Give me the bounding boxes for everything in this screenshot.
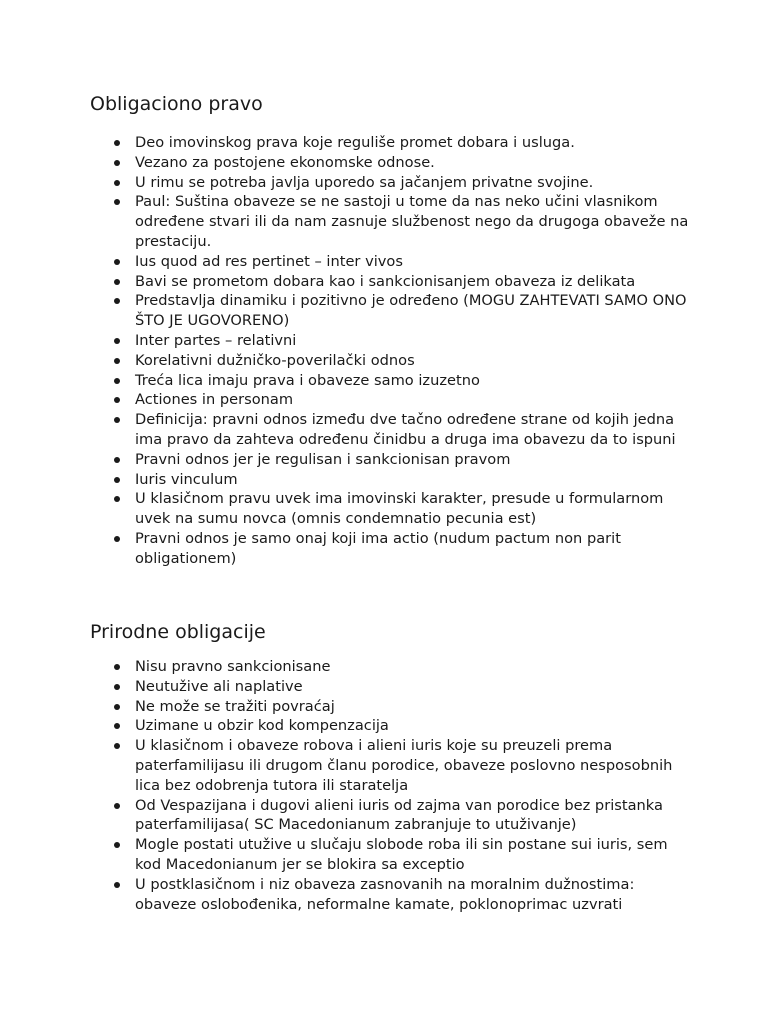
bullet-icon: [114, 743, 120, 749]
list-item: [90, 875, 690, 915]
list-item-text: Korelativni dužničko-poverilački odnos: [135, 351, 415, 369]
list-item: [90, 716, 690, 736]
bullet-icon: [114, 536, 120, 542]
list-item: [90, 450, 690, 470]
list-item: [90, 736, 690, 795]
list-item: [90, 697, 690, 717]
list-item-text: Actiones in personam: [135, 391, 294, 409]
list-item: [90, 153, 690, 173]
list-item: [90, 390, 690, 410]
list-item: [90, 470, 690, 490]
list-item-text: Pravni odnos jer je regulisan i sankcionisan pravom: [135, 450, 511, 468]
list-item-text: U klasičnom pravu uvek ima imovinski karakter, presude u formularnom uvek na sumu novca (omnis condemnatio pecunia est): [135, 490, 664, 528]
list-item-text: Ius quod ad res pertinet – inter vivos: [135, 252, 403, 270]
list-item: [90, 835, 690, 875]
list-item-text: Treća lica imaju prava i obaveze samo izuzetno: [135, 371, 480, 389]
list-item: [90, 529, 690, 569]
bullet-icon: [114, 882, 120, 888]
bullet-icon: [114, 457, 120, 463]
section-heading: Prirodne obligacije: [90, 621, 266, 643]
bullet-list: [90, 657, 690, 914]
list-item: [90, 677, 690, 697]
bullet-icon: [114, 704, 120, 710]
bullet-icon: [114, 397, 120, 403]
list-item: [90, 252, 690, 272]
bullet-icon: [114, 140, 120, 146]
bullet-icon: [114, 259, 120, 265]
bullet-icon: [114, 417, 120, 423]
list-item: [90, 657, 690, 677]
list-item-text: Predstavlja dinamiku i pozitivno je određeno (MOGU ZAHTEVATI SAMO ONO ŠTO JE UGOVORENO): [135, 292, 687, 330]
list-item-text: Mogle postati utužive u slučaju slobode roba ili sin postane sui iuris, sem kod Macedonianum jer se blokira sa exceptio: [135, 836, 668, 873]
list-item-text: Paul: Suština obaveze se ne sastoji u tome da nas neko učini vlasnikom određene stvari ili da nam zasnuje službenost nego da drugoga obaveže na prestaciju.: [135, 193, 689, 250]
list-item-text: Pravni odnos je samo onaj koji ima actio (nudum pactum non parit obligationem): [135, 529, 621, 567]
list-item: [90, 489, 690, 529]
list-item: [90, 331, 690, 351]
list-item: [90, 291, 690, 331]
list-item-text: Ne može se tražiti povraćaj: [135, 697, 335, 715]
list-item-text: Nisu pravno sankcionisane: [135, 658, 331, 675]
list-item-text: Vezano za postojene ekonomske odnose.: [135, 153, 435, 171]
list-item-text: Iuris vinculum: [135, 470, 238, 488]
section-heading: Obligaciono pravo: [90, 93, 263, 115]
list-item: [90, 272, 690, 292]
bullet-icon: [114, 298, 120, 304]
bullet-icon: [114, 160, 120, 166]
list-item: [90, 133, 690, 153]
list-item-text: Od Vespazijana i dugovi alieni iuris od zajma van porodice bez pristanka paterfamilijasa( SC Macedonianum zabranjuje to utuživanje): [135, 796, 663, 834]
list-item: [90, 796, 690, 836]
list-item: [90, 351, 690, 371]
bullet-icon: [114, 180, 120, 186]
list-item-text: U rimu se potreba javlja uporedo sa jačanjem privatne svojine.: [135, 173, 594, 191]
bullet-icon: [114, 477, 120, 483]
bullet-icon: [114, 199, 120, 205]
bullet-list: [90, 133, 690, 569]
bullet-icon: [114, 279, 120, 285]
list-item-text: Uzimane u obzir kod kompenzacija: [135, 717, 389, 735]
list-item-text: Deo imovinskog prava koje reguliše promet dobara i usluga.: [135, 134, 575, 151]
list-item: [90, 371, 690, 391]
list-item-text: Neutužive ali naplative: [135, 677, 303, 695]
bullet-icon: [114, 664, 120, 670]
bullet-icon: [114, 842, 120, 848]
section-obligaciono-pravo: [90, 92, 690, 569]
bullet-icon: [114, 378, 120, 384]
section-prirodne-obligacije: [90, 620, 690, 914]
bullet-icon: [114, 358, 120, 364]
list-item-text: Inter partes – relativni: [135, 331, 297, 349]
list-item: [90, 173, 690, 193]
bullet-icon: [114, 723, 120, 729]
bullet-icon: [114, 496, 120, 502]
bullet-icon: [114, 803, 120, 809]
list-item-text: Definicija: pravni odnos između dve tačno određene strane od kojih jedna ima pravo da zahteva određenu činidbu a druga ima obavezu da to ispuni: [135, 411, 676, 448]
bullet-icon: [114, 338, 120, 344]
list-item-text: U klasičnom i obaveze robova i alieni iuris koje su preuzeli prema paterfamilijasu ili drugom članu porodice, obaveze poslovno nesposobnih lica bez odobrenja tutora ili staratelja: [135, 737, 673, 794]
list-item: [90, 192, 690, 251]
bullet-icon: [114, 684, 120, 690]
list-item-text: U postklasičnom i niz obaveza zasnovanih na moralnim dužnostima: obaveze oslobođenika, neformalne kamate, poklonoprimac uzvrati: [135, 875, 635, 913]
list-item: [90, 410, 690, 450]
list-item-text: Bavi se prometom dobara kao i sankcionisanjem obaveza iz delikata: [135, 272, 636, 290]
